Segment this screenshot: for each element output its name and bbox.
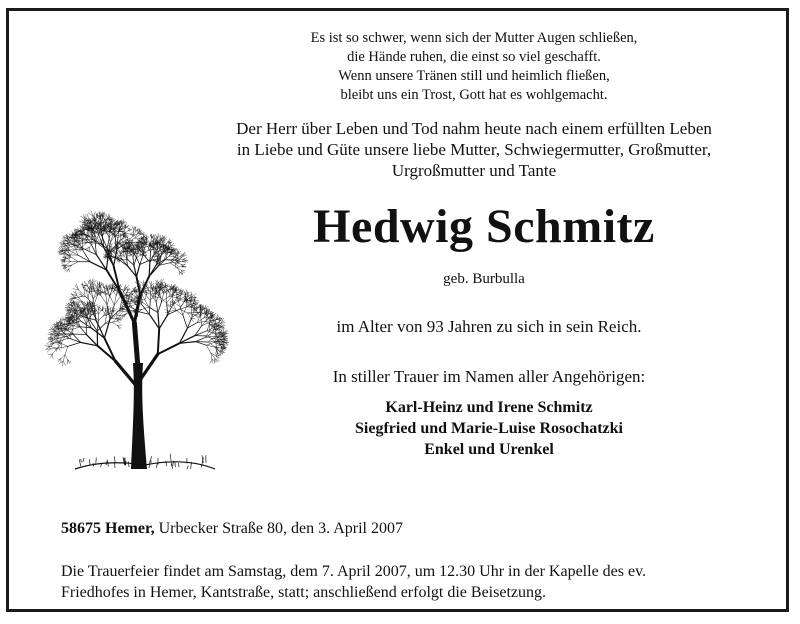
poem-line: Wenn unsere Tränen still und heimlich fließen, <box>338 68 610 84</box>
family-member: Karl-Heinz und Irene Schmitz <box>385 399 593 416</box>
family-list <box>289 397 689 460</box>
address-place: 58675 Hemer, <box>61 520 155 537</box>
address-line <box>61 518 403 540</box>
maiden-name: geb. Burbulla <box>443 271 525 287</box>
family-member: Siegfried und Marie-Luise Rosochatzki <box>355 420 623 437</box>
bare-tree-icon <box>35 173 265 483</box>
deceased-name: Hedwig Schmitz <box>313 200 655 253</box>
family-member: Enkel und Urenkel <box>424 441 554 458</box>
intro-line: in Liebe und Güte unsere liebe Mutter, Schwiegermutter, Großmutter, <box>236 140 712 159</box>
poem <box>209 29 739 105</box>
age-line: im Alter von 93 Jahren zu sich in sein Reich. <box>336 317 642 336</box>
obituary-notice <box>6 8 789 612</box>
intro-text <box>189 118 759 181</box>
funeral-line: Die Trauerfeier findet am Samstag, dem 7. April 2007, um 12.30 Uhr in der Kapelle des ev. <box>61 563 647 580</box>
funeral-info <box>61 561 761 603</box>
poem-line: Es ist so schwer, wenn sich der Mutter Augen schließen, <box>310 30 638 46</box>
mourning-line: In stiller Trauer im Namen aller Angehörigen: <box>332 367 646 386</box>
intro-line: Der Herr über Leben und Tod nahm heute nach einem erfüllten Leben <box>236 119 712 138</box>
poem-line: die Hände ruhen, die einst so viel geschafft. <box>347 49 601 65</box>
intro-line: Urgroßmutter und Tante <box>391 161 557 180</box>
poem-line: bleibt uns ein Trost, Gott hat es wohlgemacht. <box>340 87 608 103</box>
address-details: Urbecker Straße 80, den 3. April 2007 <box>154 520 403 537</box>
funeral-line: Friedhofes in Hemer, Kantstraße, statt; anschließend erfolgt die Beisetzung. <box>61 584 546 601</box>
